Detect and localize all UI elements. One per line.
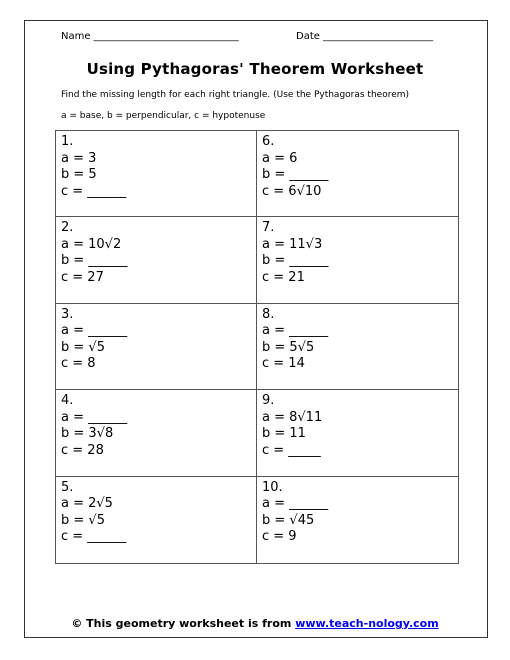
problem-9 — [257, 390, 458, 476]
value-b: b = ______ — [262, 167, 329, 182]
value-c: c = 27 — [61, 269, 104, 285]
problem-number: 2. — [61, 220, 74, 236]
name-field: Name _____________________________ — [61, 31, 239, 42]
problem-7 — [257, 217, 458, 303]
value-c: c = 21 — [262, 269, 305, 285]
value-a: a = 11√3 — [262, 236, 323, 252]
value-b: b = ______ — [262, 253, 329, 269]
value-a: a = 10√2 — [61, 236, 122, 252]
value-b: b = √5 — [61, 339, 105, 355]
problem-5 — [56, 477, 257, 563]
value-a: a = ______ — [262, 496, 329, 512]
problem-number: 9. — [262, 393, 275, 409]
problem-number: 10. — [262, 479, 283, 495]
value-a: a = 3 — [61, 150, 97, 166]
problem-2 — [56, 217, 257, 303]
value-c: c = ______ — [61, 183, 127, 199]
problem-8 — [257, 304, 458, 390]
problem-number: 4. — [61, 393, 74, 409]
value-c: c = 6√10 — [262, 183, 322, 199]
problem-number: 1. — [61, 134, 74, 149]
value-a: a = 8√11 — [262, 409, 323, 425]
problem-number: 5. — [61, 479, 74, 495]
value-c: c = 14 — [262, 356, 305, 372]
value-b: b = 5 — [61, 167, 97, 182]
value-a: a = ______ — [262, 323, 329, 339]
footer-link[interactable]: www.teach-nology.com — [295, 617, 439, 630]
value-c: c = _____ — [262, 442, 321, 458]
value-a: a = 6 — [262, 150, 298, 166]
instructions: Find the missing length for each right triangle. (Use the Pythagoras theorem) — [61, 90, 410, 100]
value-c: c = 8 — [61, 356, 96, 372]
value-c: c = 28 — [61, 442, 104, 458]
footer-text: © This geometry worksheet is from — [71, 617, 296, 630]
problem-6 — [257, 131, 458, 217]
value-c: c = 9 — [262, 529, 297, 545]
value-b: b = 3√8 — [61, 426, 114, 442]
problem-number: 8. — [262, 306, 275, 322]
problem-1 — [56, 131, 257, 217]
variable-legend: a = base, b = perpendicular, c = hypotenuse — [61, 111, 266, 121]
problem-grid — [55, 130, 459, 564]
problem-number: 6. — [262, 134, 275, 149]
problem-10 — [257, 477, 458, 563]
value-a: a = ______ — [61, 323, 128, 339]
value-a: a = 2√5 — [61, 496, 113, 512]
value-b: b = 5√5 — [262, 339, 315, 355]
worksheet-title: Using Pythagoras' Theorem Worksheet — [86, 60, 424, 78]
date-field: Date ______________________ — [296, 31, 434, 42]
problem-3 — [56, 304, 257, 390]
value-b: b = ______ — [61, 253, 128, 269]
value-b: b = 11 — [262, 426, 306, 442]
problem-number: 3. — [61, 306, 74, 322]
value-a: a = ______ — [61, 409, 128, 425]
problem-number: 7. — [262, 220, 275, 236]
problem-4 — [56, 390, 257, 476]
value-b: b = √45 — [262, 512, 315, 528]
value-c: c = ______ — [61, 529, 127, 545]
value-b: b = √5 — [61, 512, 105, 528]
footer — [0, 617, 510, 630]
